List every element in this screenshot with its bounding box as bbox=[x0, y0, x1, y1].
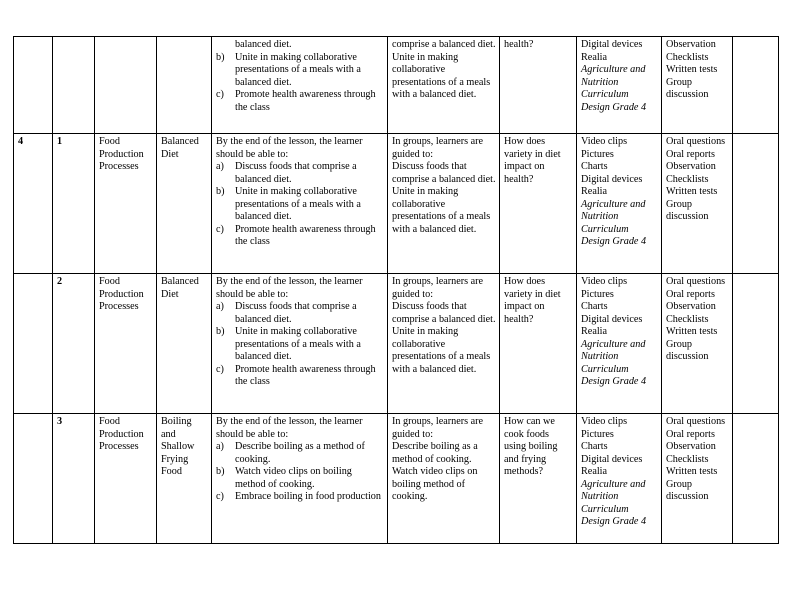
experiences-text: In groups, learners are guided to: Discuss foods that comprise a balanced diet. Unite in making collaborative presentations of a meals with a balanced diet. bbox=[392, 136, 496, 235]
resource-item: Video clips bbox=[581, 136, 628, 147]
outcome-item bbox=[216, 364, 384, 389]
inquiry-question-text: How does variety in diet impact on health? bbox=[504, 136, 561, 185]
lesson-cell bbox=[53, 274, 95, 414]
outcome-text: Promote health awareness through the class bbox=[235, 363, 376, 387]
lesson-cell bbox=[53, 134, 95, 274]
resource-item: Realia bbox=[581, 51, 608, 63]
outcome-text: Discuss foods that comprise a balanced diet. bbox=[235, 161, 357, 185]
assessment-cell bbox=[662, 274, 733, 414]
outcome-marker: a) bbox=[216, 441, 224, 452]
learning-experiences-cell bbox=[388, 37, 500, 134]
resource-item: Video clips bbox=[581, 416, 628, 427]
experiences-text: In groups, learners are guided to: Discuss foods that comprise a balanced diet. Unite in making collaborative presentations of a meals with a balanced diet. bbox=[392, 276, 496, 375]
reflection-cell bbox=[733, 414, 779, 544]
curriculum-design-reference: Agriculture and Nutrition Curriculum Design Grade 4 bbox=[581, 338, 647, 387]
outcome-marker: b) bbox=[216, 51, 225, 63]
scheme-of-work-table bbox=[13, 36, 779, 544]
resource-item: Digital devices bbox=[581, 39, 643, 50]
outcome-text: Unite in making collaborative presentations of a meals with a balanced diet. bbox=[235, 51, 361, 88]
learning-outcomes-cell bbox=[212, 37, 388, 134]
outcome-marker: c) bbox=[216, 491, 224, 502]
outcome-text: Unite in making collaborative presentations of a meals with a balanced diet. bbox=[235, 326, 361, 362]
resource-item: Charts bbox=[581, 161, 608, 172]
assessment-method: Group discussion bbox=[666, 198, 709, 222]
curriculum-design-reference: Agriculture and Nutrition Curriculum Design Grade 4 bbox=[581, 198, 647, 247]
reflection-cell bbox=[733, 37, 779, 134]
resource-item: Digital devices bbox=[581, 313, 643, 325]
resource-item: Digital devices bbox=[581, 173, 643, 185]
assessment-method: Written tests bbox=[666, 326, 718, 337]
substrand-cell bbox=[157, 274, 212, 414]
strand-text: Food Production Processes bbox=[99, 416, 144, 452]
assessment-method: Observation bbox=[666, 441, 716, 452]
learning-experiences-cell bbox=[388, 414, 500, 544]
assessment-method: Observation bbox=[666, 161, 716, 172]
substrand-text: Balanced Diet bbox=[161, 136, 199, 160]
inquiry-question-cell bbox=[500, 414, 577, 544]
resource-item: Realia bbox=[581, 326, 608, 337]
resource-item: Digital devices bbox=[581, 453, 643, 465]
assessment-method: Oral questions bbox=[666, 276, 726, 287]
outcome-text: Embrace boiling in food production bbox=[235, 491, 381, 502]
resource-item: Charts bbox=[581, 301, 608, 312]
assessment-method: Group discussion bbox=[666, 76, 709, 100]
learning-outcomes-cell bbox=[212, 134, 388, 274]
outcome-marker: a) bbox=[216, 161, 224, 172]
outcomes-list bbox=[216, 301, 384, 389]
outcome-marker: c) bbox=[216, 363, 224, 375]
assessment-method: Observation bbox=[666, 301, 716, 312]
assessment-method: Checklists bbox=[666, 453, 709, 465]
resource-item: Realia bbox=[581, 466, 608, 477]
inquiry-question-cell bbox=[500, 134, 577, 274]
week-cell bbox=[14, 37, 53, 134]
outcomes-intro: By the end of the lesson, the learner should be able to: bbox=[216, 276, 363, 300]
assessment-method: Oral reports bbox=[666, 288, 715, 300]
assessment-method: Oral questions bbox=[666, 416, 726, 427]
strand-cell bbox=[95, 134, 157, 274]
outcome-item bbox=[216, 224, 384, 249]
resources-cell bbox=[577, 274, 662, 414]
inquiry-question-text: health? bbox=[504, 39, 534, 50]
resource-item: Pictures bbox=[581, 288, 614, 300]
learning-outcomes-cell bbox=[212, 274, 388, 414]
resources-cell bbox=[577, 134, 662, 274]
experiences-text: comprise a balanced diet. Unite in making collaborative presentations of a meals with a balanced diet. bbox=[392, 39, 496, 100]
strand-cell bbox=[95, 274, 157, 414]
resource-item: Pictures bbox=[581, 428, 614, 440]
strand-text: Food Production Processes bbox=[99, 136, 144, 172]
substrand-text: Boiling and Shallow Frying Food bbox=[161, 416, 195, 477]
assessment-cell bbox=[662, 134, 733, 274]
resource-item: Realia bbox=[581, 186, 608, 197]
outcome-marker bbox=[216, 39, 235, 52]
outcomes-list bbox=[216, 441, 384, 504]
outcome-text: Unite in making collaborative presentations of a meals with a balanced diet. bbox=[235, 186, 361, 222]
outcome-item bbox=[216, 89, 384, 114]
strand-text: Food Production Processes bbox=[99, 276, 144, 312]
outcome-item bbox=[216, 326, 384, 364]
assessment-method: Oral questions bbox=[666, 136, 726, 147]
experiences-text: In groups, learners are guided to: Describe boiling as a method of cooking. Watch video clips on boiling method of cooking. bbox=[392, 416, 484, 502]
outcome-marker: a) bbox=[216, 301, 224, 312]
table-row bbox=[14, 274, 779, 414]
reflection-cell bbox=[733, 274, 779, 414]
assessment-method: Checklists bbox=[666, 313, 709, 325]
outcomes-intro: By the end of the lesson, the learner should be able to: bbox=[216, 416, 363, 440]
learning-experiences-cell bbox=[388, 274, 500, 414]
outcome-marker: b) bbox=[216, 326, 225, 337]
outcome-text: balanced diet. bbox=[235, 39, 292, 50]
resource-item: Video clips bbox=[581, 276, 628, 287]
assessment-method: Written tests bbox=[666, 64, 718, 75]
substrand-cell bbox=[157, 37, 212, 134]
outcomes-list bbox=[216, 39, 384, 114]
outcome-item bbox=[216, 441, 384, 466]
strand-cell bbox=[95, 414, 157, 544]
lesson-cell bbox=[53, 414, 95, 544]
outcomes-list bbox=[216, 161, 384, 249]
outcome-text: Describe boiling as a method of cooking. bbox=[235, 441, 365, 465]
learning-experiences-cell bbox=[388, 134, 500, 274]
week-cell bbox=[14, 134, 53, 274]
learning-outcomes-cell bbox=[212, 414, 388, 544]
outcome-marker: c) bbox=[216, 223, 224, 235]
assessment-method: Group discussion bbox=[666, 478, 709, 502]
outcome-item bbox=[216, 491, 384, 504]
curriculum-design-reference: Agriculture and Nutrition Curriculum Design Grade 4 bbox=[581, 478, 647, 527]
outcome-text: Watch video clips on boiling method of cooking. bbox=[235, 466, 352, 490]
resource-item: Pictures bbox=[581, 148, 614, 160]
inquiry-question-text: How does variety in diet impact on health? bbox=[504, 276, 561, 325]
assessment-method: Group discussion bbox=[666, 338, 709, 362]
lesson-number: 1 bbox=[57, 136, 63, 147]
resources-cell bbox=[577, 414, 662, 544]
lesson-number: 2 bbox=[57, 276, 63, 287]
assessment-method: Oral reports bbox=[666, 148, 715, 160]
outcome-item bbox=[216, 52, 384, 90]
assessment-method: Oral reports bbox=[666, 428, 715, 440]
inquiry-question-cell bbox=[500, 274, 577, 414]
outcome-item bbox=[216, 301, 384, 326]
outcome-text: Promote health awareness through the class bbox=[235, 223, 376, 247]
assessment-method: Observation bbox=[666, 39, 716, 50]
week-number: 4 bbox=[18, 136, 24, 147]
inquiry-question-text: How can we cook foods using boiling and frying methods? bbox=[504, 416, 558, 477]
strand-cell bbox=[95, 37, 157, 134]
week-cell bbox=[14, 414, 53, 544]
outcome-marker: b) bbox=[216, 186, 225, 197]
substrand-cell bbox=[157, 134, 212, 274]
table-body bbox=[14, 37, 779, 544]
assessment-method: Checklists bbox=[666, 51, 709, 63]
inquiry-question-cell bbox=[500, 37, 577, 134]
table-row bbox=[14, 37, 779, 134]
table-row bbox=[14, 134, 779, 274]
assessment-cell bbox=[662, 37, 733, 134]
substrand-text: Balanced Diet bbox=[161, 276, 199, 300]
assessment-method: Written tests bbox=[666, 466, 718, 477]
outcome-text: Discuss foods that comprise a balanced diet. bbox=[235, 301, 357, 325]
outcomes-intro: By the end of the lesson, the learner should be able to: bbox=[216, 136, 363, 160]
outcome-marker: c) bbox=[216, 89, 224, 100]
assessment-method: Checklists bbox=[666, 173, 709, 185]
resource-item: Charts bbox=[581, 441, 608, 452]
outcome-item bbox=[216, 466, 384, 491]
resources-cell bbox=[577, 37, 662, 134]
table-row bbox=[14, 414, 779, 544]
lesson-cell bbox=[53, 37, 95, 134]
outcome-item bbox=[216, 161, 384, 186]
outcome-item bbox=[216, 39, 384, 52]
outcome-item bbox=[216, 186, 384, 224]
curriculum-design-reference: Agriculture and Nutrition Curriculum Design Grade 4 bbox=[581, 64, 647, 113]
lesson-number: 3 bbox=[57, 416, 63, 427]
assessment-cell bbox=[662, 414, 733, 544]
outcome-marker: b) bbox=[216, 466, 225, 477]
outcome-text: Promote health awareness through the class bbox=[235, 89, 376, 113]
substrand-cell bbox=[157, 414, 212, 544]
reflection-cell bbox=[733, 134, 779, 274]
week-cell bbox=[14, 274, 53, 414]
assessment-method: Written tests bbox=[666, 186, 718, 197]
